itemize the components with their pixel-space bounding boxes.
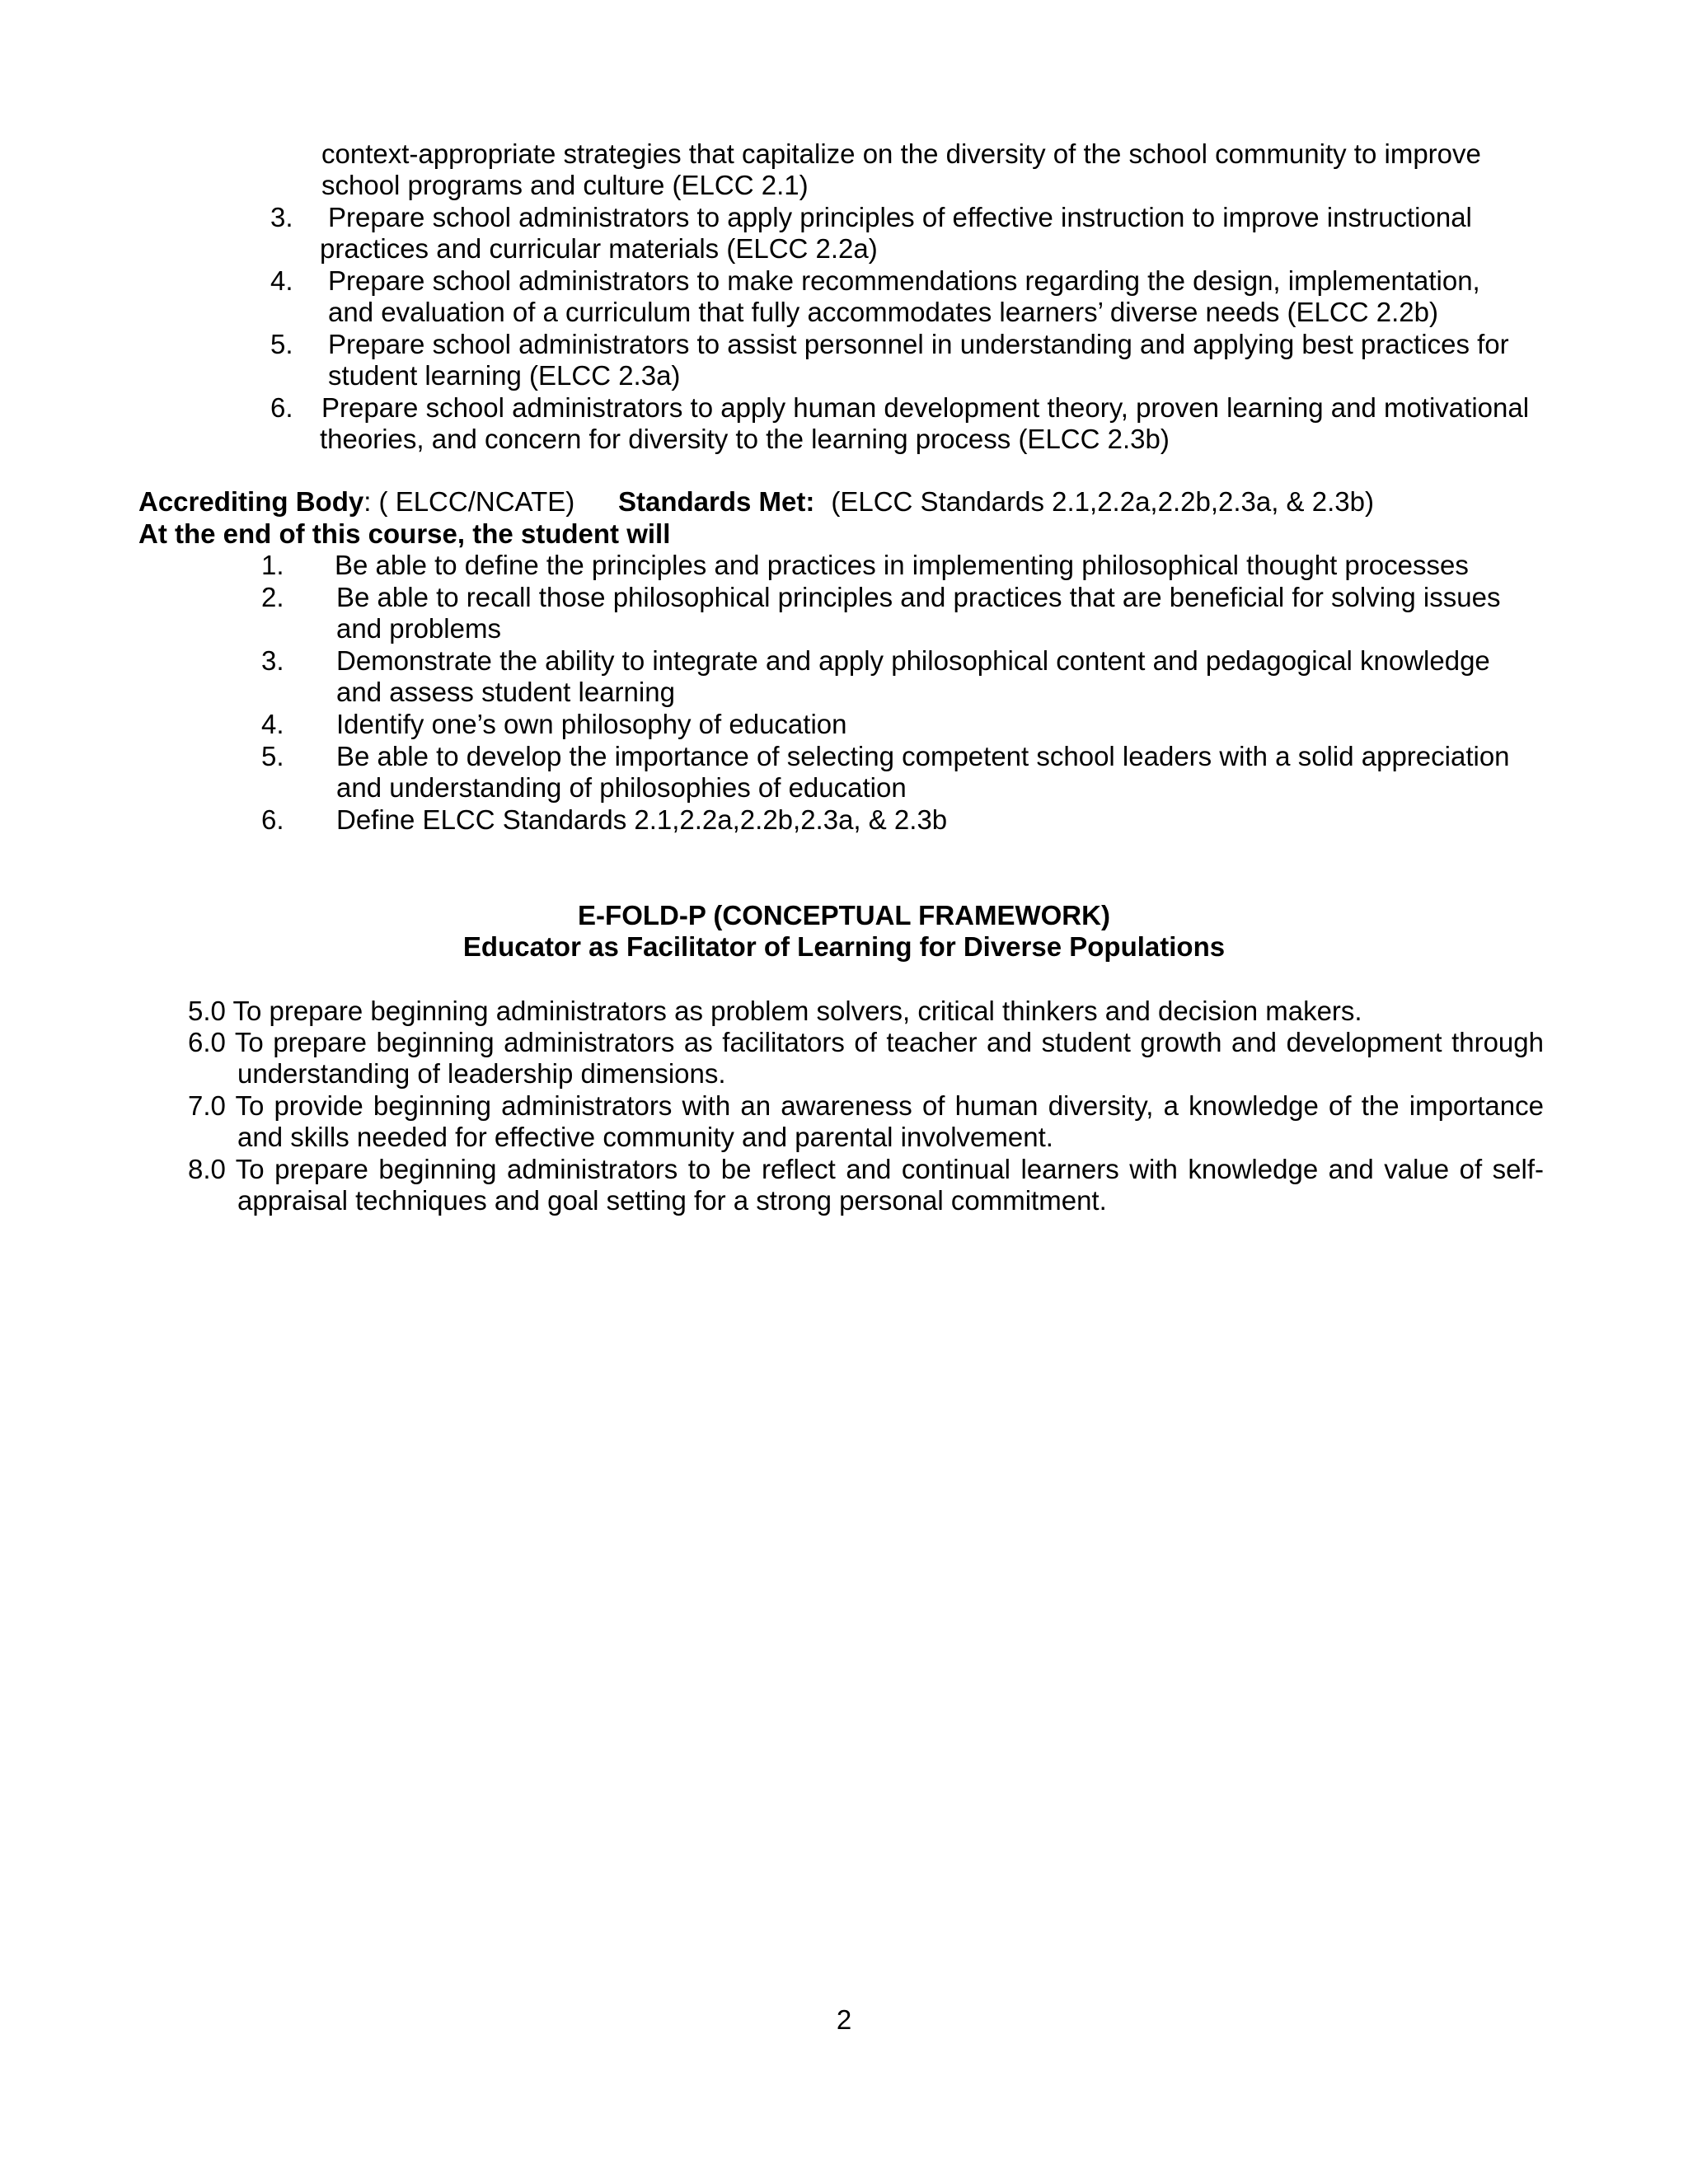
framework-item-6-0-line-1: To prepare beginning administrators as facilitators of teacher and student growth and development through <box>234 1027 1544 1057</box>
outcome-2-line-2: and problems <box>336 613 501 644</box>
outcome-5-line-2: and understanding of philosophies of education <box>336 772 907 803</box>
outcome-3-number: 3. <box>261 645 284 676</box>
objective-3-line-2: practices and curricular materials (ELCC 2.2a) <box>320 233 878 264</box>
framework-item-5-0 <box>188 996 1362 1027</box>
outcome-1-number: 1. <box>261 550 284 580</box>
objective-6-line-1: Prepare school administrators to apply human development theory, proven learning and motivational <box>321 392 1530 423</box>
framework-item-5-0-number: 5.0 <box>188 996 226 1026</box>
framework-item-6-0 <box>188 1027 1544 1058</box>
outcome-5-line-1: Be able to develop the importance of selecting competent school leaders with a solid appreciation <box>336 741 1510 771</box>
page-number: 2 <box>836 2004 852 2035</box>
framework-subtitle: Educator as Facilitator of Learning for Diverse Populations <box>462 931 1226 962</box>
outcome-4-line-1: Identify one’s own philosophy of education <box>336 709 847 739</box>
framework-item-7-0-line-2: and skills needed for effective community and parental involvement. <box>237 1122 1053 1152</box>
outcome-2-line-1: Be able to recall those philosophical principles and practices that are beneficial for solving issues <box>336 582 1501 612</box>
outcome-2-number: 2. <box>261 582 284 612</box>
objective-6-number: 6. <box>270 392 293 423</box>
outcome-6-line-1: Define ELCC Standards 2.1,2.2a,2.2b,2.3a, & 2.3b <box>336 804 948 835</box>
framework-item-8-0-line-2: appraisal techniques and goal setting for a strong personal commitment. <box>237 1185 1107 1216</box>
objective-4-line-1: Prepare school administrators to make recommendations regarding the design, implementation, <box>328 265 1480 296</box>
framework-item-8-0 <box>188 1154 1544 1185</box>
objective-5-line-2: student learning (ELCC 2.3a) <box>328 360 681 391</box>
objective-5-number: 5. <box>270 329 293 359</box>
standards-met-line <box>618 486 1374 518</box>
outcome-3-line-2: and assess student learning <box>336 677 675 707</box>
framework-item-8-0-line-1: To prepare beginning administrators to be reflect and continual learners with knowledge and value of self- <box>235 1154 1544 1184</box>
objective-6-line-2: theories, and concern for diversity to the learning process (ELCC 2.3b) <box>320 424 1170 454</box>
accrediting-body-value: : ( ELCC/NCATE) <box>363 486 575 517</box>
outcomes-heading: At the end of this course, the student will <box>138 518 671 549</box>
outcome-5-number: 5. <box>261 741 284 771</box>
objective-4-number: 4. <box>270 265 293 296</box>
framework-item-6-0-number: 6.0 <box>188 1027 226 1057</box>
standards-met-label: Standards Met: <box>618 486 815 517</box>
objective-2-line-3: school programs and culture (ELCC 2.1) <box>321 170 809 200</box>
objective-5-line-1: Prepare school administrators to assist personnel in understanding and applying best practices for <box>328 329 1509 359</box>
framework-item-7-0-line-1: To provide beginning administrators with an awareness of human diversity, a knowledge of the importance <box>235 1090 1544 1121</box>
outcome-6-number: 6. <box>261 804 284 835</box>
framework-item-5-0-line-1: To prepare beginning administrators as problem solvers, critical thinkers and decision makers. <box>232 996 1362 1026</box>
framework-title: E-FOLD-P (CONCEPTUAL FRAMEWORK) <box>578 900 1110 930</box>
objective-3-line-1: Prepare school administrators to apply principles of effective instruction to improve instructional <box>328 202 1472 232</box>
framework-item-7-0 <box>188 1090 1544 1122</box>
outcome-1-line-1: Be able to define the principles and practices in implementing philosophical thought processes <box>335 550 1469 580</box>
accrediting-body-line <box>138 486 574 518</box>
objective-2-line-2: context-appropriate strategies that capitalize on the diversity of the school community to improve <box>321 138 1481 169</box>
outcome-3-line-1: Demonstrate the ability to integrate and apply philosophical content and pedagogical knowledge <box>336 645 1490 676</box>
outcome-4-number: 4. <box>261 709 284 739</box>
framework-item-8-0-number: 8.0 <box>188 1154 226 1184</box>
objective-4-line-2: and evaluation of a curriculum that fully accommodates learners’ diverse needs (ELCC 2.2b) <box>328 297 1438 327</box>
accrediting-body-label: Accrediting Body <box>138 486 364 517</box>
objective-3-number: 3. <box>270 202 293 232</box>
standards-met-value: (ELCC Standards 2.1,2.2a,2.2b,2.3a, & 2.3b) <box>831 486 1374 517</box>
framework-item-6-0-line-2: understanding of leadership dimensions. <box>237 1058 726 1089</box>
framework-item-7-0-number: 7.0 <box>188 1090 226 1121</box>
